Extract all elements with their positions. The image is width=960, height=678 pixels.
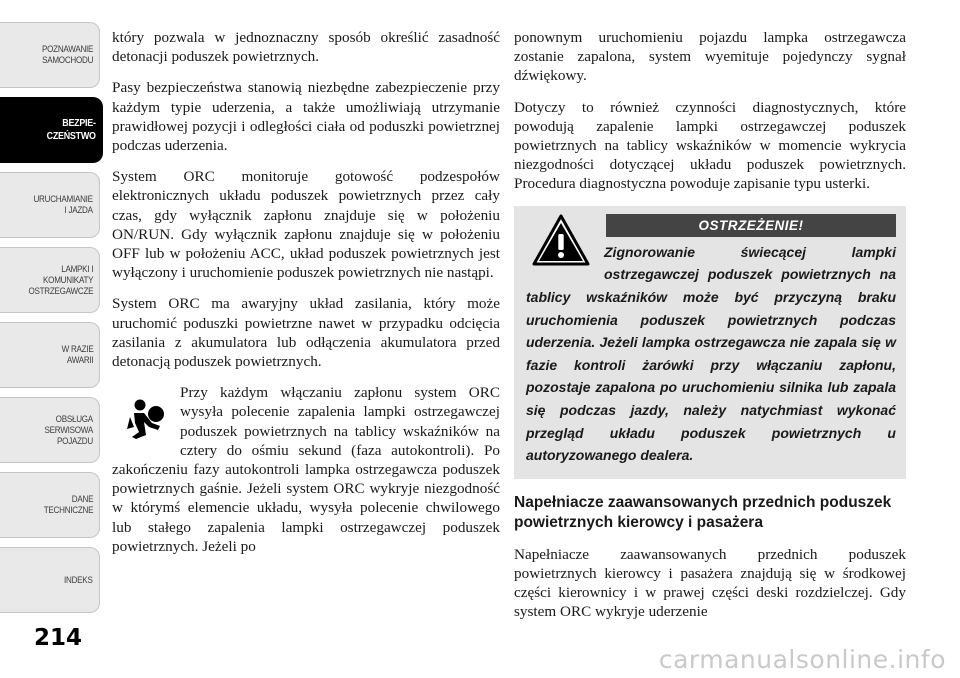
tab-label: OBSŁUGA SERWISOWA POJAZDU — [44, 413, 93, 447]
tab-label: LAMPKI I KOMUNIKATY OSTRZEGAWCZE — [28, 263, 93, 297]
tab-indeks[interactable] — [0, 547, 100, 613]
tab-label: URUCHAMIANIE I JAZDA — [33, 194, 93, 216]
paragraph: Pasy bezpieczeństwa stanowią niezbędne zabezpieczenie przy każdym typie uderzenia, a także umożliwiają utrzymanie prawidłowej pozycji i odległości ciała od poduszki powietrznej podczas uderzenia. — [112, 79, 500, 155]
tab-poznawanie-samochodu[interactable] — [0, 22, 100, 88]
watermark: carmanualsonline.info — [658, 645, 946, 674]
right-column — [514, 28, 906, 634]
paragraph: Przy każdym włączaniu zapłonu system ORC wysyła polecenie zapalenia lampki ostrzegawczej poduszek powietrznych na tablicy wskaźników na cztery do ośmiu sekund (faza autokontroli). Po zakończeniu fazy autokontroli lampka ostrzegawcza poduszek powietrznych gaśnie. Jeżeli system ORC wykryje niezgodność w którymś elemencie układu, wysyła polecenie chwilowego lub stałego zapalenia lampki ostrzegawczej poduszek powietrznych. Jeżeli po — [112, 384, 500, 555]
warning-text: Zignorowanie świecącej lampki ostrzegawczej poduszek powietrznych na tablicy wskaźników może być przyczyną braku uruchomienia poduszek powietrznych podczas uderzenia. Jeżeli lampka ostrzegawcza nie zapala się w fazie kontroli żarówki przy włączaniu zapłonu, pozostaje zapalona po uruchomieniu silnika lub zapala się podczas jazdy, należy natychmiast wykonać przegląd układu poduszek powietrznych u autoryzowanego dealera. — [526, 243, 896, 464]
paragraph: Dotyczy to również czynności diagnostycznych, które powodują zapalenie lampki ostrzegawczej poduszek powietrznych na tablicy wskaźników w momencie wykrycia niezgodności dotyczącej układu poduszek powietrznych. Procedura diagnostyczna powoduje zapisanie typu usterki. — [514, 98, 906, 193]
tab-label: POZNAWANIE SAMOCHODU — [41, 44, 93, 66]
tab-lampki-i-komunikaty[interactable] — [0, 247, 100, 313]
warning-title: OSTRZEŻENIE! — [606, 214, 896, 237]
tab-label: INDEKS — [64, 574, 93, 586]
paragraph: który pozwala w jednoznaczny sposób określić zasadność detonacji poduszek powietrznych. — [112, 29, 500, 66]
tab-label: DANE TECHNICZNE — [43, 494, 93, 516]
tab-dane-techniczne[interactable] — [0, 472, 100, 538]
section-heading: Napełniacze zaawansowanych przednich poduszek powietrznych kierowcy i pasażera — [514, 493, 892, 531]
paragraph: System ORC ma awaryjny układ zasilania, który może uruchomić poduszki powietrzne nawet w przypadku odcięcia zasilania z akumulatora lub odłączenia akumulatora przed detonacją poduszek powietrznych. — [112, 295, 500, 371]
tab-obsluga-serwisowa[interactable] — [0, 397, 100, 463]
tab-w-razie-awarii[interactable] — [0, 322, 100, 388]
warning-triangle-icon — [532, 214, 590, 266]
airbag-warning-icon — [122, 393, 172, 449]
tab-uruchamianie-i-jazda[interactable] — [0, 172, 100, 238]
airbag-lamp-paragraph — [112, 383, 500, 556]
paragraph: System ORC monitoruje gotowość podzespołów elektronicznych układu poduszek powietrznych przez cały czas, gdy wyłącznik zapłonu znajduje się w położeniu ON/RUN. Gdy wyłącznik zapłonu znajduje się w położeniu OFF lub w położeniu ACC, układ poduszek powietrznych jest wyłączony i uruchomienie poduszek powietrznych nie nastąpi. — [112, 168, 500, 282]
paragraph: Napełniacze zaawansowanych przednich poduszek powietrznych kierowcy i pasażera znajdują się w środkowej części kierownicy i w prawej części deski rozdzielczej. Gdy system ORC wykryje uderzenie — [514, 545, 906, 621]
tab-label: BEZPIE- CZEŃSTWO — [46, 117, 96, 142]
tab-label: W RAZIE AWARII — [61, 344, 93, 366]
warning-box — [514, 206, 906, 479]
page-number: 214 — [34, 625, 83, 651]
paragraph: ponownym uruchomieniu pojazdu lampka ostrzegawcza zostanie zapalona, system wyemituje pojedynczy sygnał dźwiękowy. — [514, 29, 906, 85]
tab-bezpieczenstwo[interactable] — [0, 97, 103, 163]
left-column — [112, 28, 500, 556]
